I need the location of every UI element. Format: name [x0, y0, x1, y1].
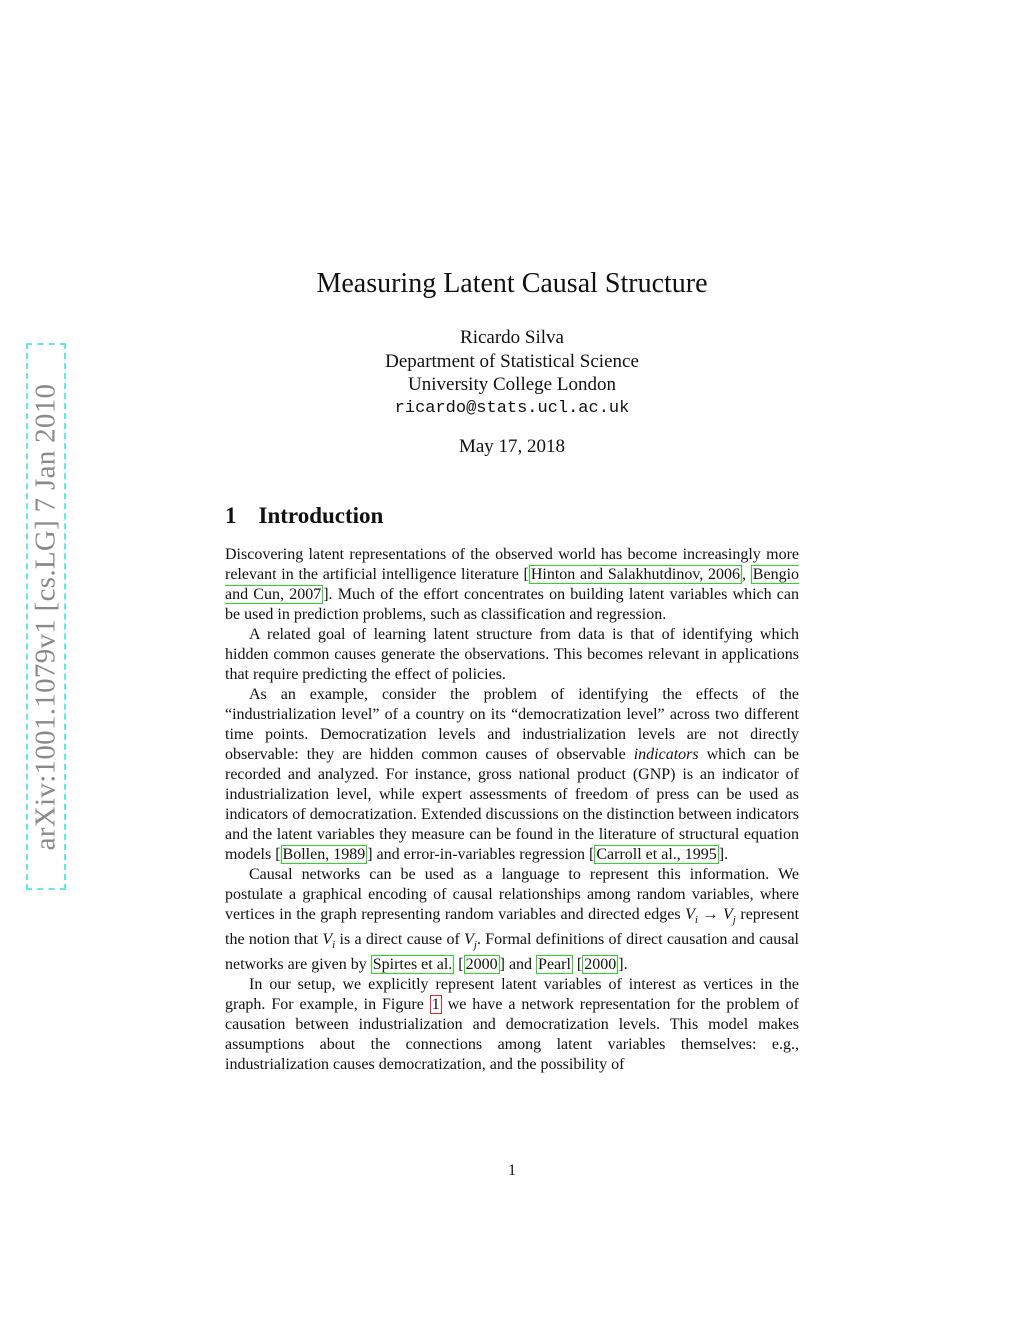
- author-name: Ricardo Silva: [460, 327, 564, 348]
- paragraph-2: A related goal of learning latent structure from data is that of identifying which hidden common causes generate the observations. This becomes relevant in applications that require predicting the effect of policies.: [225, 626, 799, 683]
- citation-spirtes-year[interactable]: 2000: [465, 956, 498, 974]
- paper-date: May 17, 2018: [458, 436, 566, 457]
- figure-reference-link[interactable]: 1: [431, 996, 440, 1014]
- arxiv-identifier: arXiv:1001.1079v1 [cs.LG] 7 Jan 2010: [29, 383, 62, 850]
- citation-carroll[interactable]: Carroll et al., 1995: [596, 846, 717, 863]
- citation-spirtes[interactable]: Spirtes et al.: [372, 956, 453, 974]
- section-heading: [225, 503, 383, 529]
- author-institution: University College London: [408, 374, 616, 395]
- paragraph-3: As an example, consider the problem of identifying the effects of the “industrialization level” of a country on its “democratization level” across two different time points. Democratization levels and industrialization levels are not directly observable: they are hidden common causes of observable indicators which can be recorded and analyzed. For instance, gross national product (GNP) is an indicator of industrialization level, while expert assessments of freedom of press can be used as indicators of democratization. Extended discussions on the distinction between indicators and the latent variables they measure can be found in the literature of structural equation models [ Bollen, 1989 ] and error-in-variables regression [ Carroll et al., 1995 ].: [225, 686, 799, 863]
- citation-hinton[interactable]: Hinton and Salakhutdinov, 2006: [530, 566, 741, 583]
- citation-pearl-year[interactable]: 2000: [584, 956, 617, 974]
- section-title: Introduction: [258, 503, 384, 528]
- citation-bollen[interactable]: Bollen, 1989: [282, 846, 366, 863]
- author-department: Department of Statistical Science: [385, 350, 639, 372]
- author-email[interactable]: ricardo@stats.ucl.ac.uk: [394, 398, 630, 418]
- arxiv-sidebar-stamp[interactable]: [26, 343, 66, 890]
- paper-title: Measuring Latent Causal Structure: [316, 268, 708, 299]
- page-number: 1: [508, 1162, 516, 1179]
- citation-pearl[interactable]: Pearl: [538, 956, 571, 974]
- body-text: [225, 545, 799, 1075]
- paragraph-4: Causal networks can be used as a language to represent this information. We postulate a graphical encoding of causal relationships among random variables, where vertices in the graph representing random variables and directed edges $V_i \to V_j$ represent the notion that $V_i$ is a direct cause of $V_j$. Formal definitions of direct causation and causal networks are given by Spirtes et al. [ 2000 ] and Pearl [ 2000 ].: [225, 866, 800, 974]
- paragraph-5: In our setup, we explicitly represent latent variables of interest as vertices in the graph. For example, in Figure 1 we have a network representation for the problem of causation between industrialization and democratization levels. This model makes assumptions about the connections among latent variables themselves: e.g., industrialization causes democratization, and the possibility of: [225, 976, 799, 1074]
- citation-bengio[interactable]: Bengio and Cun, 2007: [225, 566, 800, 603]
- paragraph-1: Discovering latent representations of the observed world has become increasingly more relevant in the artificial intelligence literature [ Hinton and Salakhutdinov, 2006 , Bengio and Cun, 2007 ]. Much of the effort concentrates on building latent variables which can be used in prediction problems, such as classification and regression.: [225, 546, 800, 623]
- author-block: [0, 326, 1024, 420]
- section-number: 1: [225, 503, 237, 528]
